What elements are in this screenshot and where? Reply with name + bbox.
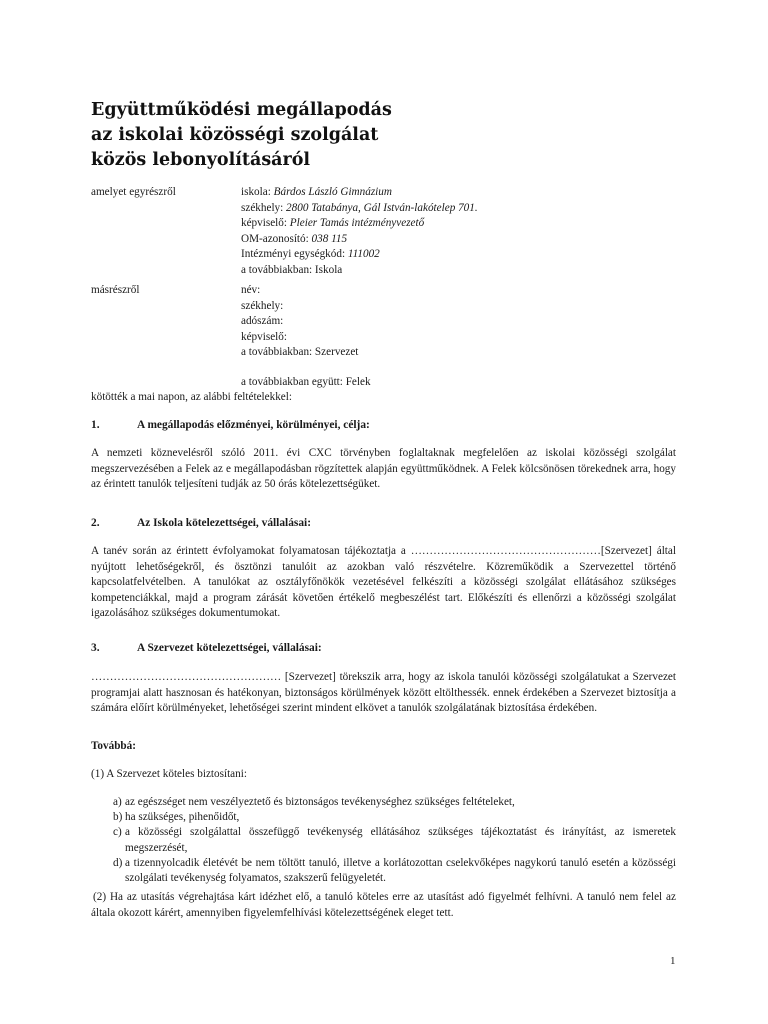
list-item-text: a tizennyolcadik életévét be nem töltött tanuló, illetve a korlátozottan cselekvőképes nagykorú tanuló esetén a közösségi szolgálati tevékenység folyamatos, szakszerű felügyeletét. <box>125 856 676 885</box>
obligation-list <box>113 795 676 886</box>
tovabba-heading: Továbbá: <box>91 740 136 752</box>
parties-together: a továbbiakban együtt: Felek <box>241 375 371 388</box>
list-item <box>113 856 676 886</box>
list-item <box>113 795 676 810</box>
org-rep-label: képviselő: <box>241 330 287 343</box>
school-unit-value: 111002 <box>347 248 380 261</box>
party-organization-fields <box>241 283 681 391</box>
intro-line: kötötték a mai napon, az alábbi feltételekkel: <box>91 391 292 403</box>
title-line-2: az iskolai közösségi szolgálat <box>91 125 379 145</box>
section-3-text: …………………………………………… [Szervezet] törekszik arra, hogy az iskola tanulói közösségi szolgálatukat a Szervezet programjai alatt hasznosan és hatékonyan, biztonságos körülmények között eltölthessék. ennek érdekében a Szervezet biztosítja a számára előírt körülményeket, lehetőségei szerint mindent elkövet a tanulók szolgálatának biztosítása érdekében. <box>91 671 676 715</box>
obligation-1-intro: (1) A Szervezet köteles biztosítani: <box>91 768 247 780</box>
party-organization-label: másrészről <box>91 284 140 296</box>
school-om-label: OM-azonosító: <box>241 232 312 245</box>
obligation-2-text: (2) Ha az utasítás végrehajtása kárt idézhet elő, a tanuló köteles erre az utasítást adó figyelmét felhívni. A tanuló nem felel az általa okozott kárért, amennyiben figyelemfelhívási kötelezettségének eleget tett. <box>91 891 676 919</box>
list-item-marker: a) <box>113 796 122 808</box>
school-name-value: Bárdos László Gimnázium <box>273 186 392 198</box>
school-rep-label: képviselő: <box>241 217 290 230</box>
list-item <box>113 810 676 825</box>
section-1-number: 1. <box>91 419 100 431</box>
party-school-label: amelyet egyrészről <box>91 186 176 198</box>
section-2-text: A tanév során az érintett évfolyamokat folyamatosan tájékoztatja a ……………………………………………[Szervezet] által nyújtott lehetőségekről, és ösztönzi tanulóit az azokban való részvételre. Közreműködik a Szervezettel történő kapcsolatfelvételben. A tanulókat az osztályfőnökök vezetésével felkészíti a közösségi szolgálat ellátásához szükséges kompetenciákkal, majd a program zárását követően értékelő megbeszélést tart. Előkészíti és ellenőrzi a közösségi szolgálat igazolásához szükséges dokumentumokat. <box>91 545 676 620</box>
school-om-value: 038 115 <box>311 232 348 245</box>
section-2-number: 2. <box>91 517 100 529</box>
document-title <box>91 98 691 173</box>
school-rep-value: Pleier Tamás intézményvezető <box>289 217 425 230</box>
school-seat-label: székhely: <box>241 201 287 214</box>
school-unit-row <box>241 247 681 263</box>
school-name-row <box>241 185 681 201</box>
list-item <box>113 825 676 855</box>
org-seat-label: székhely: <box>241 299 284 312</box>
list-item-marker: d) <box>113 856 123 869</box>
school-rep-row <box>241 216 681 232</box>
list-item-marker: c) <box>113 826 122 839</box>
org-tax-label: adószám: <box>241 315 284 328</box>
section-1-title: A megállapodás előzményei, körülményei, célja: <box>137 419 370 431</box>
school-unit-label: Intézményi egységkód: <box>241 248 348 261</box>
party-school-fields <box>241 185 681 279</box>
school-hereafter: a továbbiakban: Iskola <box>241 263 343 276</box>
org-hereafter: a továbbiakban: Szervezet <box>241 346 359 359</box>
list-item-text: a közösségi szolgálattal összefüggő tevékenység ellátásához szükséges tájékoztatást és irányítást, az ismeretek megszerzését, <box>125 826 676 854</box>
org-name-label: név: <box>241 284 261 296</box>
list-item-text: az egészséget nem veszélyeztető és biztonságos tevékenységhez szükséges feltételeket, <box>125 796 515 808</box>
title-line-3: közös lebonyolításáról <box>91 150 311 170</box>
school-seat-value: 2800 Tatabánya, Gál István-lakótelep 701. <box>286 201 478 214</box>
title-line-1: Együttműködési megállapodás <box>91 100 392 120</box>
school-om-row <box>241 232 681 248</box>
section-1-text: A nemzeti köznevelésről szóló 2011. évi CXC törvényben foglaltaknak megfelelően az iskolai közösségi szolgálat megszervezésében a Felek az e megállapodásban rögzítettek alapján együttműködnek. A Felek kölcsönösen törekednek arra, hogy az érintett tanulók teljesíteni tudják az 50 órás kötelezettségüket. <box>91 447 676 491</box>
section-3-number: 3. <box>91 642 100 654</box>
school-seat-row <box>241 201 681 217</box>
school-name-label: iskola: <box>241 186 274 198</box>
page-number: 1 <box>670 955 676 967</box>
section-3-title: A Szervezet kötelezettségei, vállalásai: <box>137 642 322 654</box>
list-item-text: ha szükséges, pihenőidőt, <box>125 811 240 824</box>
section-2-title: Az Iskola kötelezettségei, vállalásai: <box>137 517 311 529</box>
list-item-marker: b) <box>113 811 123 824</box>
